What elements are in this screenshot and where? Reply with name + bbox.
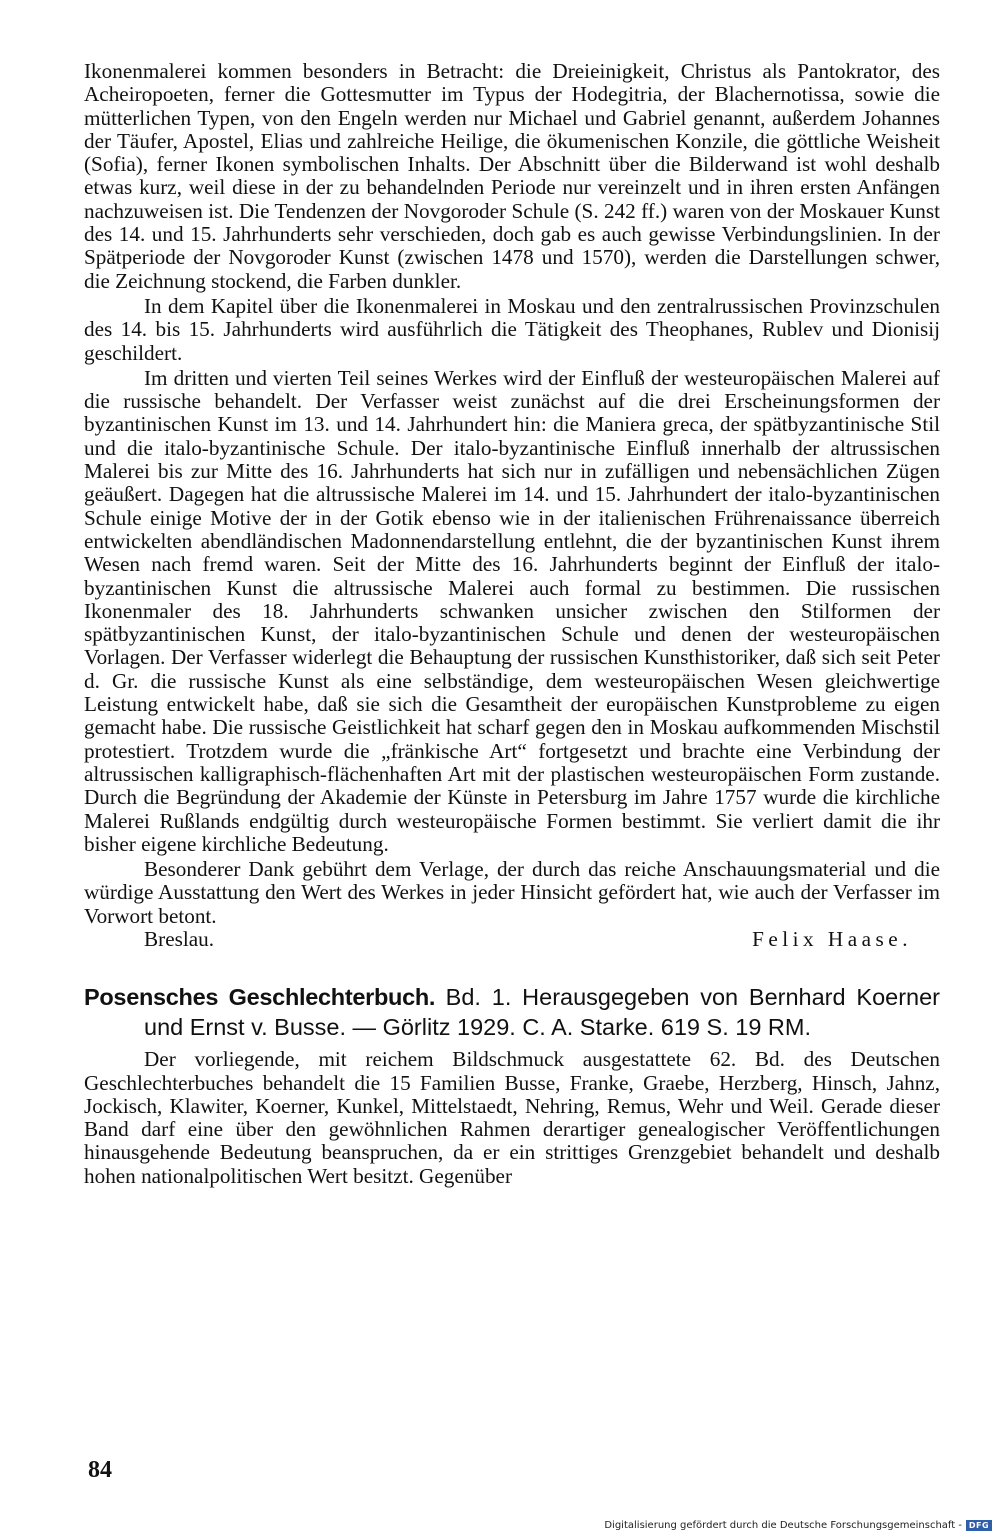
paragraph-1: Ikonenmalerei kommen besonders in Betracht: die Dreieinigkeit, Christus als Pantokrator, des Acheiropoeten, ferner die Gottesmutter im Typus der Hodegitria, der Blachernotissa, sowie die mütterlichen Typen, von den Engeln werden nur Michael und Gabriel genannt, außerdem Johannes der Täufer, Apostel, Elias und zahlreiche Heilige, die ökumenischen Konzile, die göttliche Weisheit (Sofia), ferner Ikonen symbolischen Inhalts. Der Abschnitt über die Bilderwand ist wohl deshalb etwas kurz, weil diese in der zu behandelnden Periode nur vereinzelt und in ihren ersten Anfängen nachzuweisen ist. Die Tendenzen der Novgoroder Schule (S. 242 ff.) waren von der Moskauer Kunst des 14. und 15. Jahrhunderts sehr verschieden, doch gab es auch gewisse Verbindungslinien. In der Spätperiode der Novgoroder Kunst (zwischen 1478 und 1570), werden die Darstellungen schwer, die Zeichnung stockend, die Farben dunkler. — [84, 59, 940, 293]
review-heading — [84, 983, 940, 1042]
digitization-footer — [604, 1520, 992, 1531]
paragraph-3: Im dritten und vierten Teil seines Werkes wird der Einfluß der westeuropäischen Malerei auf die russische behandelt. Der Verfasser weist zunächst auf die drei Erscheinungsformen der byzantinischen Kunst im 13. und 14. Jahrhundert hin: die Maniera greca, der spätbyzantinische Stil und die italo-byzantinische Schule. Der italo-byzantinische Einfluß innerhalb der altrussischen Malerei bis zur Mitte des 16. Jahrhunderts hat sich nur in zufälligen und nebensächlichen Zügen geäußert. Dagegen hat die altrussische Malerei im 14. und 15. Jahrhundert der italo-byzantinischen Schule einige Motive der in der Gotik ebenso wie in der italienischen Frührenaissance überreich entwickelten abendländischen Madonnendarstellung entlehnt, die der byzantinischen Kunst ihrem Wesen nach fremd waren. Seit der Mitte des 16. Jahrhunderts beginnt der Einfluß der italo-byzantinischen Kunst die altrussische Malerei auch formal zu bestimmen. Die russischen Ikonenmaler des 18. Jahrhunderts schwanken unsicher zwischen den Stilformen der spätbyzantinischen Kunst, der italo-byzantinischen Schule und denen der westeuropäischen Vorlagen. Der Verfasser widerlegt die Behauptung der russischen Kunsthistoriker, daß sich seit Peter d. Gr. die russische Kunst als eine selbständige, dem westeuropäischen Wesen gleichwertige Leistung entwickelt habe, daß sie sich die Gesamtheit der europäischen Kunstprobleme zu eigen gemacht habe. Die russische Geistlichkeit hat scharf gegen den in Moskau aufkommenden Mischstil protestiert. Trotzdem wurde die „fränkische Art“ fortgesetzt und brachte eine Verbindung der altrussischen kalligraphisch-flächenhaften Art mit der plastischen westeuropäischen Form zustande. Durch die Begründung der Akademie der Künste in Petersburg im Jahre 1757 wurde die kirchliche Malerei Rußlands endgültig durch westeuropäische Formen bestimmt. Sie verliert damit die ihr bisher eigene kirchliche Bedeutung. — [84, 365, 940, 856]
signature-author: Felix Haase. — [752, 926, 912, 951]
footer-text: Digitalisierung gefördert durch die Deutsche Forschungsgemeinschaft - — [604, 1520, 962, 1531]
review-signature — [84, 928, 940, 951]
signature-place: Breslau. — [144, 926, 215, 951]
review-body: Der vorliegende, mit reichem Bildschmuck ausgestattete 62. Bd. des Deutschen Geschlechterbuches behandelt die 15 Familien Busse, Franke, Graebe, Herzberg, Hinsch, Jahnz, Jockisch, Klawiter, Koerner, Kunkel, Mittelstaedt, Nehring, Remus, Wehr und Weil. Gerade dieser Band darf eine über den gewöhnlichen Rahmen derartiger genealogischer Veröffentlichungen hinausgehende Bedeutung beanspruchen, da er ein strittiges Grenzgebiet behandelt und deshalb hohen nationalpolitischen Wert besitzt. Gegenüber — [84, 1047, 940, 1188]
review-title: Posensches Geschlechterbuch. — [84, 984, 436, 1011]
review-bibliography: Bd. 1. Herausgegeben von Bernhard Koerner und Ernst v. Busse. — Görlitz 1929. C. A. Starke. 619 S. 19 RM. — [144, 984, 940, 1040]
page-number: 84 — [88, 1457, 112, 1483]
paragraph-4: Besonderer Dank gebührt dem Verlage, der durch das reiche Anschauungsmaterial und die würdige Ausstattung den Wert des Werkes in jeder Hinsicht gefördert hat, wie auch der Verfasser im Vorwort betont. — [84, 857, 940, 928]
page-content — [84, 60, 940, 1188]
paragraph-2: In dem Kapitel über die Ikonenmalerei in Moskau und den zentralrussischen Provinzschulen des 14. bis 15. Jahrhunderts wird ausführlich die Tätigkeit des Theophanes, Rublev und Dionisij geschildert. — [84, 293, 940, 365]
dfg-logo-icon: DFG — [966, 1520, 992, 1531]
